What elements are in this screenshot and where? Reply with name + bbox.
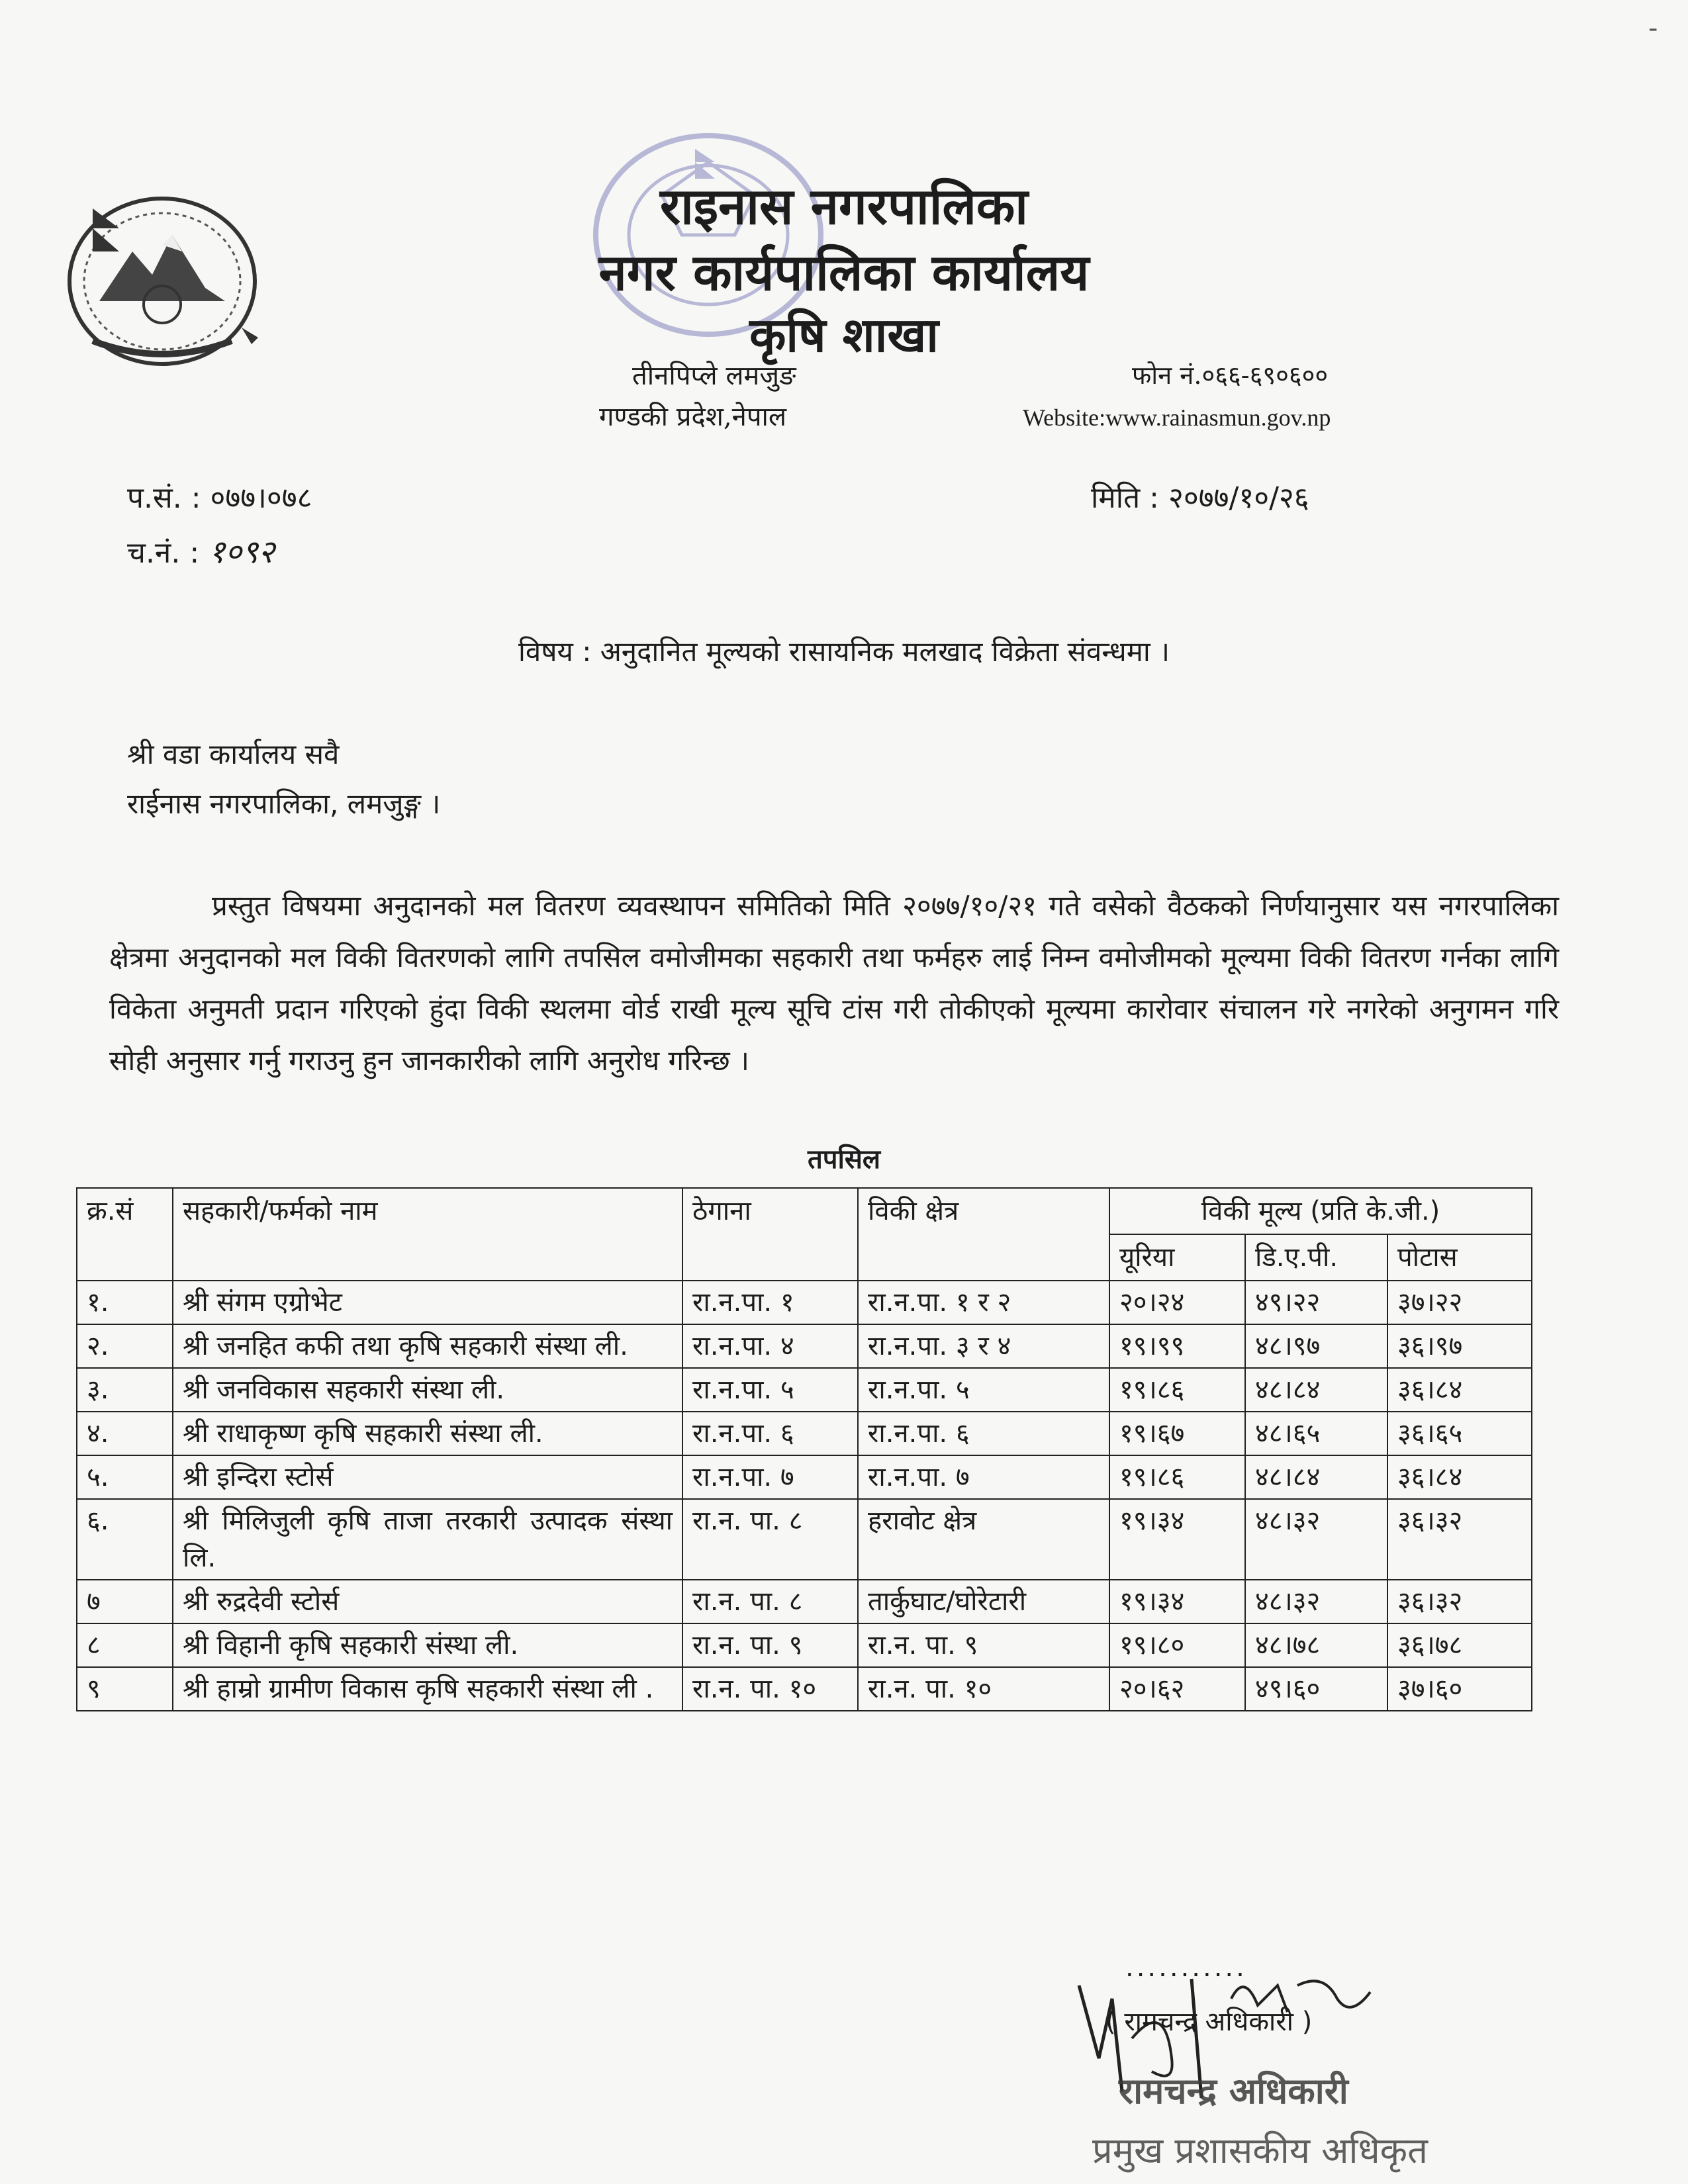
cell-area: तार्कुघाट/घोरेटारी [858, 1580, 1109, 1623]
address-line2: गण्डकी प्रदेश,नेपाल [599, 402, 787, 432]
col-header-area: विकी क्षेत्र [858, 1188, 1109, 1281]
cell-address: रा.न. पा. ८ [682, 1499, 858, 1580]
table-header-row [77, 1188, 1532, 1234]
cell-area: रा.न.पा. ७ [858, 1455, 1109, 1499]
cell-area: रा.न. पा. १० [858, 1667, 1109, 1711]
ref-label: प.सं. : [127, 481, 201, 515]
address-line1: तीनपिप्ले लमजुङ [632, 361, 796, 391]
cell-dap: ४९।६० [1245, 1667, 1387, 1711]
reference-number [127, 477, 312, 516]
signature-dots: ........... [1125, 1952, 1247, 1983]
cell-area: रा.न.पा. ३ र ४ [858, 1324, 1109, 1368]
cell-address: रा.न.पा. ५ [682, 1368, 858, 1412]
cell-dap: ४८।३२ [1245, 1499, 1387, 1580]
dispatch-value: १०९२ [209, 533, 275, 570]
col-header-address: ठेगाना [682, 1188, 858, 1281]
cell-urea: १९।८६ [1109, 1455, 1245, 1499]
table-row [77, 1368, 1532, 1412]
date-label: मिति : [1091, 481, 1159, 515]
cell-urea: १९।८० [1109, 1623, 1245, 1667]
cell-name: श्री इन्दिरा स्टोर्स [173, 1455, 682, 1499]
dispatch-label: च.नं. : [127, 536, 200, 570]
cell-potash: ३६।६५ [1387, 1412, 1532, 1455]
signer-name: ( रामचन्द्र अधिकारी ) [1105, 2007, 1313, 2037]
table-row [77, 1281, 1532, 1324]
cell-potash: ३६।८४ [1387, 1368, 1532, 1412]
cell-potash: ३७।६० [1387, 1667, 1532, 1711]
cell-urea: १९।९९ [1109, 1324, 1245, 1368]
cell-sn: ६. [77, 1499, 173, 1580]
col-header-urea: यूरिया [1109, 1234, 1245, 1281]
cell-dap: ४८।८४ [1245, 1455, 1387, 1499]
corner-mark: - [1648, 13, 1658, 44]
table-row [77, 1455, 1532, 1499]
phone-number: फोन नं.०६६-६९०६०० [1132, 361, 1329, 390]
cell-potash: ३६।३२ [1387, 1499, 1532, 1580]
cell-address: रा.न. पा. ९ [682, 1623, 858, 1667]
cell-potash: ३७।२२ [1387, 1281, 1532, 1324]
date-value: २०७७/१०/२६ [1168, 481, 1309, 515]
cell-name: श्री संगम एग्रोभेट [173, 1281, 682, 1324]
stamp-name: रामचन्द्र अधिकारी [1119, 2070, 1348, 2112]
cell-urea: १९।६७ [1109, 1412, 1245, 1455]
cell-name: श्री जनहित कफी तथा कृषि सहकारी संस्था ली. [173, 1324, 682, 1368]
cell-name: श्री राधाकृष्ण कृषि सहकारी संस्था ली. [173, 1412, 682, 1455]
col-header-sn: क्र.सं [77, 1188, 173, 1281]
cell-sn: ८ [77, 1623, 173, 1667]
cell-urea: १९।३४ [1109, 1580, 1245, 1623]
stamp-designation: प्रमुख प्रशासकीय अधिकृत [1092, 2130, 1428, 2171]
cell-urea: १९।८६ [1109, 1368, 1245, 1412]
table-row [77, 1623, 1532, 1667]
col-header-potash: पोटास [1387, 1234, 1532, 1281]
cell-address: रा.न.पा. ४ [682, 1324, 858, 1368]
cell-potash: ३६।३२ [1387, 1580, 1532, 1623]
branch-name: कृषि शाखा [749, 306, 939, 363]
cell-address: रा.न. पा. ८ [682, 1580, 858, 1623]
website-url: Website:www.rainasmun.gov.np [1023, 404, 1331, 431]
col-header-dap: डि.ए.पी. [1245, 1234, 1387, 1281]
cell-dap: ४९।२२ [1245, 1281, 1387, 1324]
cell-name: श्री रुद्रदेवी स्टोर्स [173, 1580, 682, 1623]
letter-date [1091, 477, 1309, 516]
table-title: तपसिल [807, 1144, 881, 1175]
col-header-name: सहकारी/फर्मको नाम [173, 1188, 682, 1281]
office-name: नगर कार्यपालिका कार्यालय [598, 243, 1090, 302]
cell-sn: ४. [77, 1412, 173, 1455]
cell-name: श्री विहानी कृषि सहकारी संस्था ली. [173, 1623, 682, 1667]
cell-address: रा.न.पा. १ [682, 1281, 858, 1324]
table-row [77, 1499, 1532, 1580]
cell-potash: ३६।८४ [1387, 1455, 1532, 1499]
cell-dap: ४८।८४ [1245, 1368, 1387, 1412]
body-paragraph: प्रस्तुत विषयमा अनुदानको मल वितरण व्यवस्थापन समितिको मिति २०७७/१०/२१ गते वसेको वैठकको निर्णयानुसार यस नगरपालिका क्षेत्रमा अनुदानको मल विकी वितरणको लागि तपसिल वमोजीमका सहकारी तथा फर्महरु लाई निम्न वमोजीमको मूल्यमा विकी वितरण गर्नका लागि विकेता अनुमती प्रदान गरिएको हुंदा विकी स्थलमा वोर्ड राखी मूल्य सूचि टांस गरी तोकीएको मूल्यमा कारोवार संचालन गरे नगरेको अनुगमन गरि सोही अनुसार गर्नु गराउनु हुन जानकारीको लागि अनुरोध गरिन्छ । [109, 889, 1559, 1077]
cell-sn: ७ [77, 1580, 173, 1623]
cell-sn: २. [77, 1324, 173, 1368]
cell-urea: १९।३४ [1109, 1499, 1245, 1580]
cell-dap: ४८।३२ [1245, 1580, 1387, 1623]
subject-line: विषय : अनुदानित मूल्यको रासायनिक मलखाद विक्रेता संवन्धमा । [518, 635, 1170, 668]
cell-area: रा.न.पा. १ र २ [858, 1281, 1109, 1324]
cell-sn: ३. [77, 1368, 173, 1412]
cell-dap: ४८।७८ [1245, 1623, 1387, 1667]
cell-address: रा.न.पा. ७ [682, 1455, 858, 1499]
ref-value: ०७७।०७८ [210, 481, 312, 515]
col-header-price: विकी मूल्य (प्रति के.जी.) [1109, 1188, 1532, 1234]
cell-sn: १. [77, 1281, 173, 1324]
addressee-line2: राईनास नगरपालिका, लमजुङ्ग । [127, 788, 441, 820]
addressee-line1: श्री वडा कार्यालय सवै [127, 738, 340, 770]
cell-name: श्री हाम्रो ग्रामीण विकास कृषि सहकारी संस्था ली . [173, 1667, 682, 1711]
cell-potash: ३६।७८ [1387, 1623, 1532, 1667]
cell-name: श्री जनविकास सहकारी संस्था ली. [173, 1368, 682, 1412]
table-row [77, 1324, 1532, 1368]
cell-address: रा.न.पा. ६ [682, 1412, 858, 1455]
cell-name: श्री मिलिजुली कृषि ताजा तरकारी उत्पादक संस्था लि. [173, 1499, 682, 1580]
table-row [77, 1580, 1532, 1623]
cell-address: रा.न. पा. १० [682, 1667, 858, 1711]
cell-urea: २०।२४ [1109, 1281, 1245, 1324]
cell-potash: ३६।९७ [1387, 1324, 1532, 1368]
cell-area: रा.न.पा. ५ [858, 1368, 1109, 1412]
dispatch-number [127, 529, 275, 572]
cell-dap: ४८।६५ [1245, 1412, 1387, 1455]
cell-sn: ९ [77, 1667, 173, 1711]
dealer-price-table [76, 1187, 1532, 1711]
org-name: राइनास नगरपालिका [660, 177, 1028, 236]
cell-area: रा.न.पा. ६ [858, 1412, 1109, 1455]
table-row [77, 1667, 1532, 1711]
cell-area: रा.न. पा. ९ [858, 1623, 1109, 1667]
cell-sn: ५. [77, 1455, 173, 1499]
table-row [77, 1412, 1532, 1455]
cell-dap: ४८।९७ [1245, 1324, 1387, 1368]
cell-area: हरावोट क्षेत्र [858, 1499, 1109, 1580]
cell-urea: २०।६२ [1109, 1667, 1245, 1711]
